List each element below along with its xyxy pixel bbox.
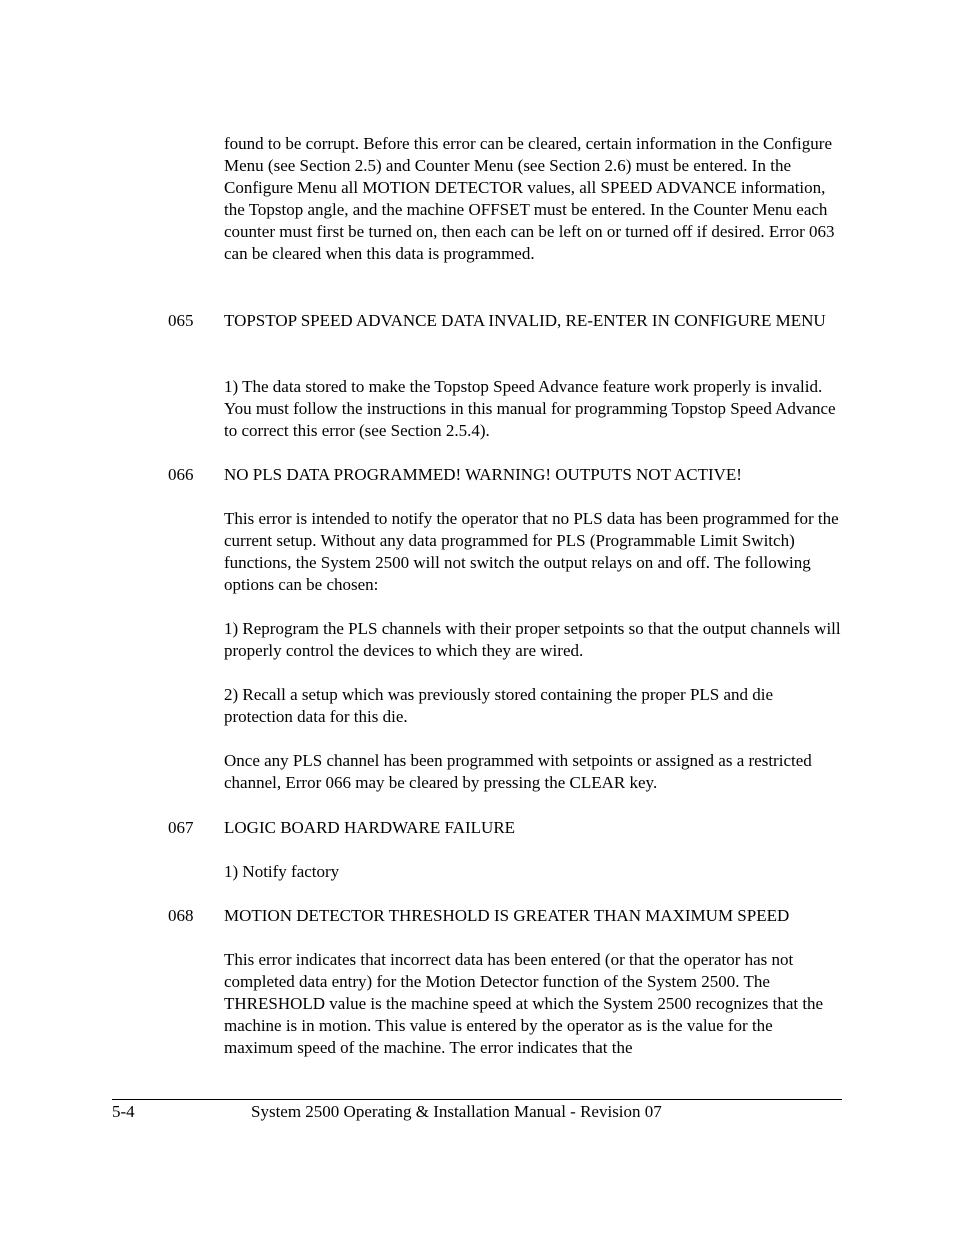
error-title-text: MOTION DETECTOR THRESHOLD IS GREATER THAN MAXIMUM SPEED [224, 906, 790, 925]
footer-title: System 2500 Operating & Installation Manual - Revision 07 [251, 1102, 662, 1121]
error-title [224, 905, 844, 927]
body-text: 1) The data stored to make the Topstop Speed Advance feature work properly is invalid. You must follow the instructions in this manual for programming Topstop Speed Advance to correct this error (see Section 2.5.4). [224, 377, 836, 440]
error-code: 068 [168, 906, 194, 925]
intro-paragraph [224, 133, 844, 265]
page-number: 5-4 [112, 1102, 135, 1121]
error-description [224, 750, 844, 794]
error-code: 065 [168, 311, 194, 330]
error-code: 066 [168, 465, 194, 484]
footer-divider [112, 1099, 842, 1100]
error-option [224, 861, 844, 883]
error-description [224, 949, 844, 1059]
error-code: 067 [168, 818, 194, 837]
error-title [224, 310, 844, 332]
error-title [224, 817, 844, 839]
body-text: 2) Recall a setup which was previously stored containing the proper PLS and die protection data for this die. [224, 685, 774, 726]
error-title-text: NO PLS DATA PROGRAMMED! WARNING! OUTPUTS NOT ACTIVE! [224, 465, 742, 484]
body-text: found to be corrupt. Before this error can be cleared, certain information in the Configure Menu (see Section 2.5) and Counter Menu (see Section 2.6) must be entered. In the Configure Menu all MOTION DETECTOR values, all SPEED ADVANCE information, the Topstop angle, and the machine OFFSET must be entered. In the Counter Menu each counter must first be turned on, then each can be left on or turned off if desired. Error 063 can be cleared when this data is programmed. [224, 134, 835, 263]
error-option [224, 684, 844, 728]
error-title-text: TOPSTOP SPEED ADVANCE DATA INVALID, RE-ENTER IN CONFIGURE MENU [224, 311, 826, 330]
body-text: This error indicates that incorrect data has been entered (or that the operator has not completed data entry) for the Motion Detector function of the System 2500. The THRESHOLD value is the machine speed at which the System 2500 recognizes that the machine is in motion. This value is entered by the operator as is the value for the maximum speed of the machine. The error indicates that the [224, 950, 824, 1057]
body-text: 1) Reprogram the PLS channels with their proper setpoints so that the output channels will properly control the devices to which they are wired. [224, 619, 841, 660]
error-title [224, 464, 844, 486]
error-title-text: LOGIC BOARD HARDWARE FAILURE [224, 818, 516, 837]
error-description [224, 508, 844, 596]
error-description [224, 376, 844, 442]
body-text: 1) Notify factory [224, 862, 340, 881]
body-text: This error is intended to notify the operator that no PLS data has been programmed for the current setup. Without any data programmed for PLS (Programmable Limit Switch) functions, the System 2500 will not switch the output relays on and off. The following options can be chosen: [224, 509, 839, 594]
body-text: Once any PLS channel has been programmed with setpoints or assigned as a restricted channel, Error 066 may be cleared by pressing the CLEAR key. [224, 751, 812, 792]
error-option [224, 618, 844, 662]
